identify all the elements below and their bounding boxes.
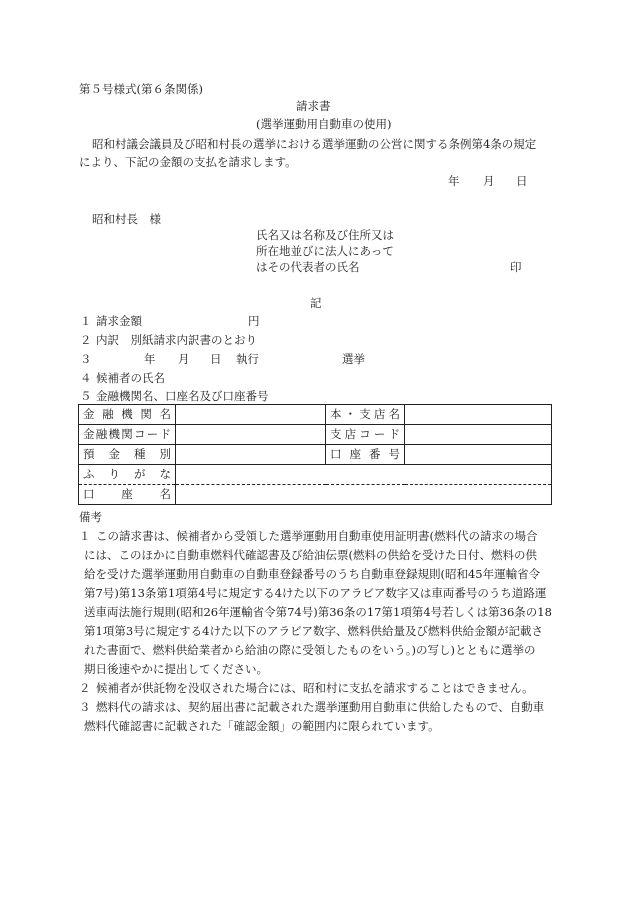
note-1-line: 第1項第3号に規定する4けた以下のアラビア数字、燃料供給量及び燃料供給金額が記載さ: [84, 624, 543, 638]
ki-heading: 記: [310, 296, 322, 310]
bank-account-table: [78, 404, 552, 505]
date-month: 月: [483, 174, 495, 188]
claimant-label-line-1: 氏名又は名称及び住所又は: [256, 228, 394, 242]
account-number-field[interactable]: [405, 445, 552, 465]
item-4-number: ４: [80, 371, 92, 385]
branch-name-label: 本・支店名: [326, 405, 405, 425]
institution-code-field[interactable]: [176, 425, 326, 445]
note-1-line: 給を受けた選挙運動用自動車の自動車登録番号のうち自動車登録規則(昭和45年運輸省令: [84, 567, 541, 581]
notes-heading: 備考: [79, 510, 102, 524]
note-1-line: には、このほかに自動車燃料代確認書及び給油伝票(燃料の供給を受けた日付、燃料の供: [84, 548, 537, 562]
institution-name-field[interactable]: [176, 405, 326, 425]
item-1-label: 請求金額: [96, 314, 142, 328]
table-row: [79, 425, 552, 445]
institution-code-label: 金融機関コード: [79, 425, 176, 445]
account-name-label: 口座名: [79, 485, 176, 505]
table-row: [79, 485, 552, 505]
item-2-number: ２: [80, 333, 92, 347]
branch-name-field[interactable]: [405, 405, 552, 425]
note-1-line: 第7号)第13条第1項第4号に規定する4けた以下のアラビア数字又は車両番号のうち道路運: [84, 586, 547, 600]
item-5-number: ５: [80, 389, 92, 403]
note-1-line: この請求書は、候補者から受領した選挙運動用自動車使用証明書(燃料代の請求の場合: [96, 529, 538, 543]
form-number: 第５号様式(第６条関係): [79, 82, 203, 96]
furigana-label: ふりがな: [79, 465, 176, 485]
item-3-day: 日: [210, 352, 222, 366]
item-3-number: ３: [80, 352, 92, 366]
deposit-type-label: 預金種別: [79, 445, 176, 465]
intro-line-1: 昭和村議会議員及び昭和村長の選挙における選挙運動の公営に関する条例第4条の規定: [92, 137, 537, 151]
document-title: 請求書: [296, 99, 331, 113]
table-row: [79, 445, 552, 465]
item-5-text: 金融機関名、口座名及び口座番号: [96, 389, 269, 403]
table-row: [79, 465, 552, 485]
account-number-label: 口座番号: [326, 445, 405, 465]
item-3-month: 月: [178, 352, 190, 366]
branch-code-label: 支店コード: [326, 425, 405, 445]
item-2-text: 内訳 別紙請求内訳書のとおり: [96, 333, 257, 347]
item-3-year: 年: [144, 352, 156, 366]
note-1-number: １: [79, 529, 91, 543]
item-4-text: 候補者の氏名: [96, 371, 165, 385]
note-2-text: 候補者が供託物を没収された場合には、昭和村に支払を請求することはできません。: [96, 681, 534, 695]
item-1-number: １: [80, 314, 92, 328]
addressee: 昭和村長 様: [92, 212, 161, 226]
note-3-number: ３: [79, 700, 91, 714]
note-3-line: 燃料代確認書に記載された「確認金額」の範囲内に限られています。: [84, 719, 440, 733]
seal-mark: 印: [510, 260, 522, 274]
document-subtitle: (選挙運動用自動車の使用): [256, 117, 392, 131]
date-year: 年: [448, 174, 460, 188]
item-3-execution: 執行: [236, 352, 259, 366]
date-day: 日: [516, 174, 528, 188]
deposit-type-field[interactable]: [176, 445, 326, 465]
institution-name-label: 金融機関名: [79, 405, 176, 425]
furigana-field[interactable]: [176, 465, 552, 485]
note-1-line: 期日後速やかに提出してください。: [84, 662, 268, 676]
account-name-field[interactable]: [176, 485, 552, 505]
claimant-label-line-3: はその代表者の氏名: [256, 260, 360, 274]
item-1-yen-unit: 円: [248, 314, 260, 328]
note-2-number: ２: [79, 681, 91, 695]
note-3-line: 燃料代の請求は、契約届出書に記載された選挙運動用自動車に供給したもので、自動車: [96, 700, 545, 714]
item-3-election: 選挙: [342, 352, 365, 366]
note-1-line: れた書面で、燃料供給業者から給油の際に受領したものをいう。)の写し)とともに選挙の: [84, 643, 536, 657]
note-1-line: 送車両法施行規則(昭和26年運輸省令第74号)第36条の17第1項第4号若しくは第36条の18: [84, 605, 552, 619]
branch-code-field[interactable]: [405, 425, 552, 445]
claimant-label-line-2: 所在地並びに法人にあって: [256, 244, 394, 258]
intro-line-2: により、下記の金額の支払を請求します。: [79, 155, 297, 169]
table-row: [79, 405, 552, 425]
